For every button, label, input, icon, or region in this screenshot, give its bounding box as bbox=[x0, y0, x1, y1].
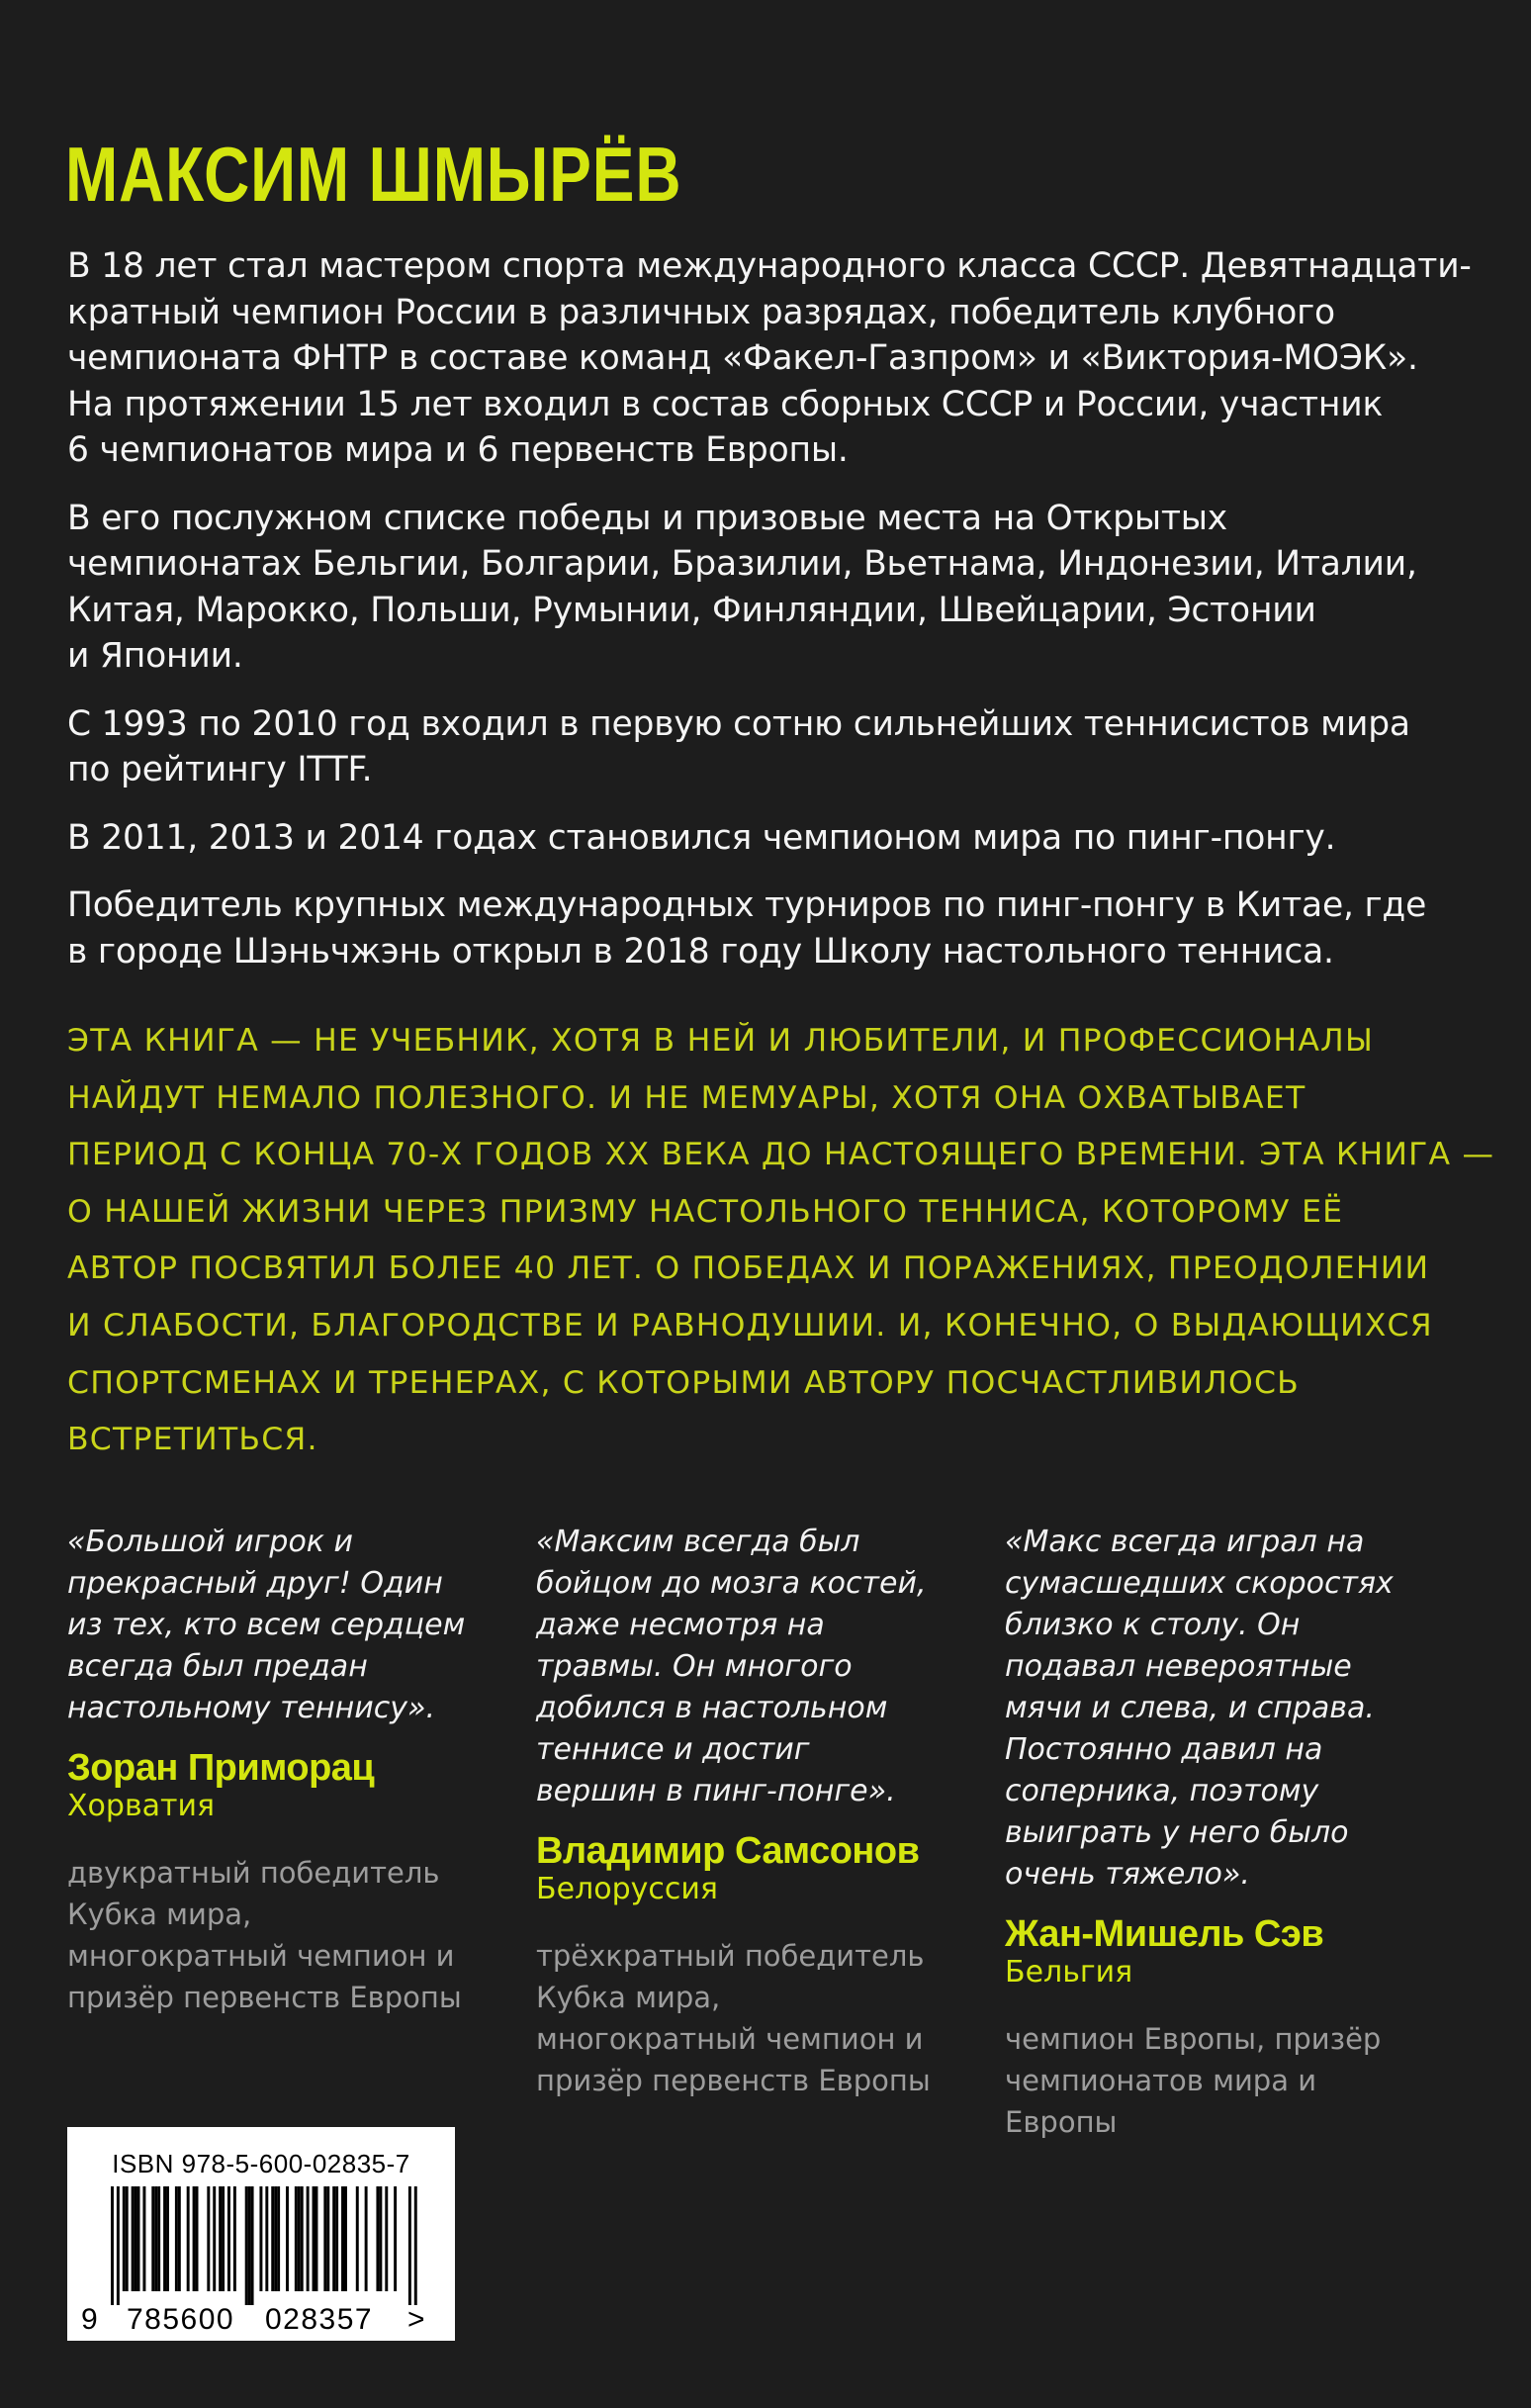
barcode-bar bbox=[151, 2186, 154, 2291]
barcode-bar bbox=[222, 2186, 225, 2291]
bio-line: В 2011, 2013 и 2014 годах становился чемпионом мира по пинг-понгу. bbox=[67, 817, 1336, 858]
quote-line: теннисе и достиг bbox=[536, 1732, 810, 1767]
credentials-line: Кубка мира, bbox=[67, 1898, 252, 1931]
blurb-line: ПЕРИОД С КОНЦА 70-Х ГОДОВ XX ВЕКА ДО НАСТОЯЩЕГО ВРЕМЕНИ. ЭТА КНИГА — bbox=[67, 1137, 1495, 1173]
barcode-bar bbox=[385, 2186, 388, 2291]
blurb-line: О НАШЕЙ ЖИЗНИ ЧЕРЕЗ ПРИЗМУ НАСТОЛЬНОГО ТЕННИСА, КОТОРОМУ ЕЁ bbox=[67, 1193, 1344, 1230]
barcode-bar bbox=[111, 2186, 114, 2305]
barcode-bar bbox=[175, 2186, 178, 2291]
quote-line: даже несмотря на bbox=[536, 1608, 825, 1642]
testimonial-author-name: Владимир Самсонов bbox=[536, 1830, 920, 1872]
barcode-graphic bbox=[67, 2127, 455, 2341]
testimonial-saive bbox=[1005, 1522, 1420, 2143]
bio-line: В его послужном списке победы и призовые места на Открытых bbox=[67, 498, 1228, 538]
barcode-bar bbox=[315, 2186, 318, 2291]
testimonial-quote bbox=[1005, 1522, 1420, 1896]
quote-line: Постоянно давил на bbox=[1005, 1732, 1323, 1767]
barcode-bar bbox=[196, 2186, 199, 2291]
quote-line: «Большой игрок и bbox=[67, 1525, 353, 1559]
bio-line: чемпионата ФНТР в составе команд «Факел-Газпром» и «Виктория-МОЭК». bbox=[67, 338, 1418, 378]
barcode-bar bbox=[187, 2186, 190, 2291]
isbn-barcode bbox=[67, 2127, 455, 2341]
blurb-line: НАЙДУТ НЕМАЛО ПОЛЕЗНОГО. И НЕ МЕМУАРЫ, ХОТЯ ОНА ОХВАТЫВАЕТ bbox=[67, 1079, 1306, 1116]
bio-paragraph bbox=[67, 243, 1472, 474]
blurb-line: СПОРТСМЕНАХ И ТРЕНЕРАХ, С КОТОРЫМИ АВТОРУ ПОСЧАСТЛИВИЛОСЬ bbox=[67, 1364, 1300, 1401]
barcode-bar bbox=[307, 2186, 310, 2291]
bio-line: В 18 лет стал мастером спорта международного класса СССР. Девятнадцати- bbox=[67, 246, 1472, 286]
bio-line: в городе Шэньчжэнь открыл в 2018 году Школу настольного тенниса. bbox=[67, 931, 1334, 972]
quote-line: бойцом до мозга костей, bbox=[536, 1566, 927, 1601]
barcode-bar bbox=[166, 2186, 169, 2291]
quote-line: всегда был предан bbox=[67, 1649, 368, 1684]
blurb-line: ВСТРЕТИТЬСЯ. bbox=[67, 1422, 318, 1458]
bio-paragraph bbox=[67, 496, 1452, 680]
testimonial-samsonov bbox=[536, 1522, 951, 2101]
testimonial-author-country: Хорватия bbox=[67, 1789, 216, 1823]
barcode-bar bbox=[135, 2186, 137, 2291]
barcode-bar bbox=[271, 2186, 274, 2291]
barcode-bar bbox=[286, 2186, 289, 2291]
credentials-line: Европы bbox=[1005, 2105, 1118, 2139]
credentials-line: чемпион Европы, призёр bbox=[1005, 2022, 1382, 2056]
barcode-bar bbox=[379, 2186, 382, 2291]
barcode-quiet-mark: > bbox=[407, 2303, 425, 2336]
bio-line: и Японии. bbox=[67, 636, 243, 676]
quote-line: соперника, поэтому bbox=[1005, 1774, 1319, 1808]
barcode-bar bbox=[233, 2186, 236, 2291]
bio-line: по рейтингу ITTF. bbox=[67, 750, 373, 789]
testimonial-author-country: Белоруссия bbox=[536, 1872, 718, 1906]
barcode-bar bbox=[323, 2186, 326, 2291]
testimonial-quote bbox=[67, 1522, 483, 1729]
blurb-line: И СЛАБОСТИ, БЛАГОРОДСТВЕ И РАВНОДУШИИ. И, КОНЕЧНО, О ВЫДАЮЩИХСЯ bbox=[67, 1307, 1433, 1343]
testimonial-author-name: Зоран Приморац bbox=[67, 1747, 375, 1789]
testimonial-author-country: Бельгия bbox=[1005, 1955, 1133, 1990]
barcode-bar bbox=[178, 2186, 181, 2291]
barcode-bar bbox=[414, 2186, 417, 2305]
credentials-line: многократный чемпион и bbox=[67, 1939, 455, 1973]
bio-line: чемпионатах Бельгии, Болгарии, Бразилии, Вьетнама, Индонезии, Италии, bbox=[67, 544, 1417, 584]
barcode-bar bbox=[251, 2186, 254, 2305]
barcode-bar bbox=[394, 2186, 397, 2291]
barcode-bars bbox=[111, 2186, 417, 2305]
barcode-bar bbox=[213, 2186, 216, 2291]
bio-line: Китая, Марокко, Польши, Румынии, Финляндии, Швейцарии, Эстонии bbox=[67, 590, 1316, 630]
barcode-bar bbox=[245, 2186, 248, 2305]
bio-line: На протяжении 15 лет входил в состав сборных СССР и России, участник bbox=[67, 384, 1384, 424]
credentials-line: призёр первенств Европы bbox=[67, 1981, 462, 2014]
testimonial-author-credentials bbox=[536, 1935, 951, 2101]
quote-line: подавал невероятные bbox=[1005, 1649, 1352, 1684]
barcode-bar bbox=[154, 2186, 157, 2291]
blurb-line: АВТОР ПОСВЯТИЛ БОЛЕЕ 40 ЛЕТ. О ПОБЕДАХ И ПОРАЖЕНИЯХ, ПРЕОДОЛЕНИИ bbox=[67, 1250, 1430, 1287]
barcode-bar bbox=[137, 2186, 140, 2291]
barcode-bar bbox=[142, 2186, 145, 2291]
quote-line: добился в настольном bbox=[536, 1691, 888, 1725]
barcode-bar bbox=[376, 2186, 379, 2291]
credentials-line: чемпионатов мира и bbox=[1005, 2064, 1317, 2097]
bio-line: Победитель крупных международных турниров по пинг-понгу в Китае, где bbox=[67, 885, 1427, 925]
bio-paragraph bbox=[67, 882, 1452, 974]
bio-line: кратный чемпион России в различных разрядах, победитель клубного bbox=[67, 292, 1335, 332]
barcode-bar bbox=[298, 2186, 301, 2291]
bio-line: 6 чемпионатов мира и 6 первенств Европы. bbox=[67, 430, 849, 470]
barcode-bar bbox=[126, 2186, 129, 2291]
barcode-bar bbox=[123, 2186, 126, 2291]
quote-line: близко к столу. Он bbox=[1005, 1608, 1301, 1642]
barcode-bar bbox=[356, 2186, 359, 2291]
quote-line: травмы. Он многого bbox=[536, 1649, 853, 1684]
barcode-bar bbox=[227, 2186, 230, 2291]
barcode-bar bbox=[313, 2186, 315, 2291]
barcode-bar bbox=[341, 2186, 344, 2291]
barcode-bar bbox=[301, 2186, 304, 2291]
barcode-bar bbox=[193, 2186, 196, 2291]
barcode-bar bbox=[248, 2186, 251, 2305]
testimonial-author-credentials bbox=[1005, 2018, 1420, 2143]
quote-line: вершин в пинг-понге». bbox=[536, 1774, 896, 1808]
quote-line: «Макс всегда играл на bbox=[1005, 1525, 1365, 1559]
barcode-bar bbox=[344, 2186, 347, 2291]
testimonial-primorac bbox=[67, 1522, 483, 2018]
barcode-bar bbox=[408, 2186, 411, 2305]
credentials-line: трёхкратный победитель bbox=[536, 1939, 925, 1973]
quote-line: настольному теннису». bbox=[67, 1691, 436, 1725]
bio-line: С 1993 по 2010 год входил в первую сотню сильнейших теннисистов мира bbox=[67, 703, 1410, 744]
barcode-bar bbox=[335, 2186, 338, 2291]
quote-line: мячи и слева, и справа. bbox=[1005, 1691, 1375, 1725]
testimonial-quote bbox=[536, 1522, 951, 1812]
barcode-bar bbox=[295, 2186, 298, 2291]
barcode-bar bbox=[219, 2186, 222, 2291]
barcode-bar bbox=[117, 2186, 120, 2305]
barcode-bar bbox=[163, 2186, 166, 2291]
bio-paragraph bbox=[67, 701, 1452, 793]
isbn-number: ISBN 978-5-600-02835-7 bbox=[112, 2149, 410, 2178]
credentials-line: призёр первенств Европы bbox=[536, 2064, 931, 2097]
quote-line: выиграть у него было bbox=[1005, 1815, 1349, 1850]
blurb-line: ЭТА КНИГА — НЕ УЧЕБНИК, ХОТЯ В НЕЙ И ЛЮБИТЕЛИ, И ПРОФЕССИОНАЛЫ bbox=[67, 1023, 1374, 1059]
testimonial-author-name: Жан-Мишель Сэв bbox=[1005, 1913, 1324, 1955]
quote-line: «Максим всегда был bbox=[536, 1525, 860, 1559]
bio-paragraph bbox=[67, 815, 1452, 862]
barcode-digit-first: 9 bbox=[81, 2303, 98, 2336]
barcode-digits-left: 785600 bbox=[127, 2303, 235, 2336]
barcode-bar bbox=[132, 2186, 135, 2291]
testimonial-author-credentials bbox=[67, 1852, 483, 2018]
barcode-bar bbox=[207, 2186, 210, 2291]
barcode-bar bbox=[326, 2186, 329, 2291]
barcode-bar bbox=[265, 2186, 268, 2291]
barcode-bar bbox=[365, 2186, 368, 2291]
quote-line: прекрасный друг! Один bbox=[67, 1566, 443, 1601]
quote-line: сумасшедших скоростях bbox=[1005, 1566, 1394, 1601]
credentials-line: Кубка мира, bbox=[536, 1981, 721, 2014]
book-blurb bbox=[67, 1013, 1495, 1469]
author-name: МАКСИМ ШМЫРЁВ bbox=[65, 131, 682, 218]
barcode-bar bbox=[259, 2186, 262, 2291]
barcode-bar bbox=[332, 2186, 335, 2291]
author-bio bbox=[67, 243, 1472, 996]
credentials-line: двукратный победитель bbox=[67, 1856, 440, 1890]
barcode-bar bbox=[274, 2186, 277, 2291]
quote-line: из тех, кто всем сердцем bbox=[67, 1608, 466, 1642]
credentials-line: многократный чемпион и bbox=[536, 2022, 924, 2056]
barcode-bar bbox=[157, 2186, 160, 2291]
barcode-digits-right: 028357 bbox=[265, 2303, 374, 2336]
quote-line: очень тяжело». bbox=[1005, 1857, 1250, 1892]
barcode-bar bbox=[277, 2186, 280, 2291]
